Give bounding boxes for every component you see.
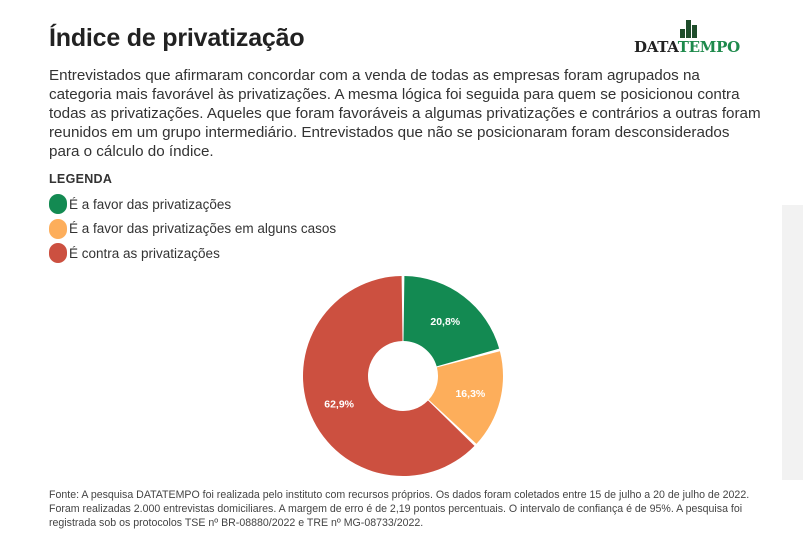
slice-label-3: 62,9% — [324, 398, 355, 411]
legend-label: É a favor das privatizações — [69, 196, 232, 212]
page-title: Índice de privatização — [49, 24, 305, 52]
scroll-edge — [782, 205, 803, 480]
source-note: Fonte: A pesquisa DATATEMPO foi realizada pelo instituto com recursos próprios. Os dados foram coletados entre 15 de julho a 20 de julho de 2022. Foram realizadas 2.000 entrevistas domiciliares. A margem de erro é de 2,19 pontos percentuais. O intervalo de confiança é de 95%. A pesquisa foi registrada sob os protocolos TSE nº BR-08880/2022 e TRE nº MG-08733/2022. — [49, 489, 750, 529]
legend-label: É contra as privatizações — [69, 245, 220, 261]
slice-label-1: 20,8% — [430, 315, 461, 328]
legend-title: LEGENDA — [49, 172, 113, 186]
logo-text-data: DATA — [634, 38, 678, 56]
chart-description: Entrevistados que afirmaram concordar com a venda de todas as empresas foram agrupados na categoria mais favorável às privatizações. A mesma lógica foi seguida para quem se posicionou contra todas as privatizações. Aqueles que foram favoráveis a algumas privatizações e contrários a outras foram reunidos em um grupo intermediário. Entrevistados que não se posicionaram foram desconsiderados para o cálculo do índice. — [49, 67, 761, 160]
logo-text-tempo: TEMPO — [677, 38, 740, 56]
slice-label-2: 16,3% — [455, 388, 486, 401]
legend-label: É a favor das privatizações em alguns casos — [69, 221, 337, 237]
